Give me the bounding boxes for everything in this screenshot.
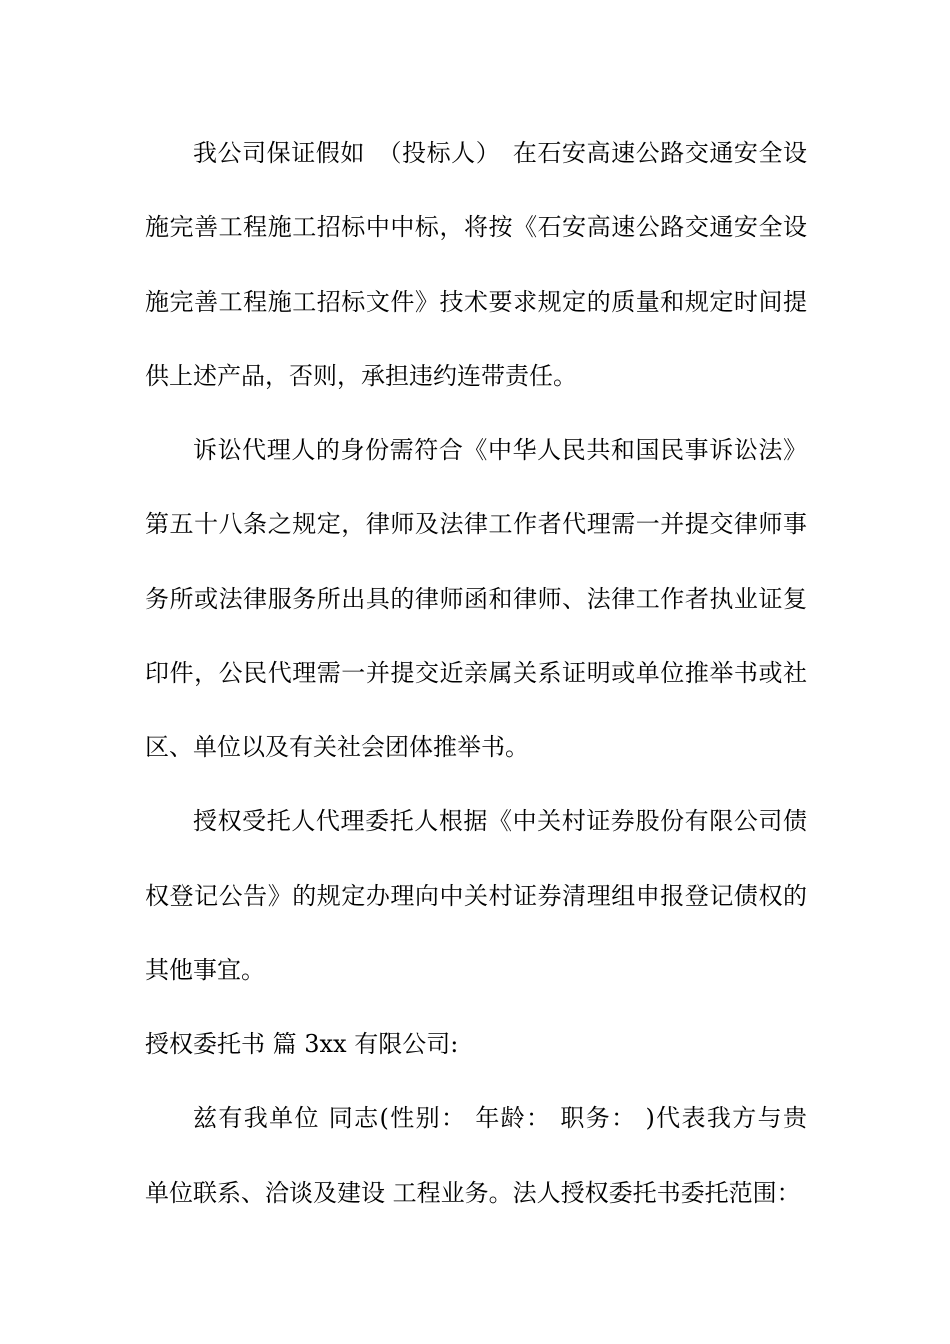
heading-line: 授权委托书 篇 3xx 有限公司: [145,1030,459,1058]
text-line: 供上述产品，否则，承担违约连带责任。 [145,362,577,390]
text-line: 务所或法律服务所出具的律师函和律师、法律工作者执业证复 [145,585,807,613]
text-line: 其他事宜。 [145,956,265,984]
text-line: 第五十八条之规定，律师及法律工作者代理需一并提交律师事 [145,510,807,538]
text-line: 我公司保证假如 （投标人） 在石安高速公路交通安全设 [193,139,807,167]
text-line: 诉讼代理人的身份需符合《中华人民共和国民事诉讼法》 [193,436,807,464]
text-line: 印件，公民代理需一并提交近亲属关系证明或单位推举书或社 [145,659,807,687]
text-line: 区、单位以及有关社会团体推举书。 [145,733,529,761]
text-line: 施完善工程施工招标中中标，将按《石安高速公路交通安全设 [145,213,807,241]
text-line: 兹有我单位 同志(性别： 年龄： 职务： )代表我方与贵 [193,1104,807,1132]
text-line: 授权受托人代理委托人根据《中关村证券股份有限公司债 [193,807,807,835]
text-line: 权登记公告》的规定办理向中关村证券清理组申报登记债权的 [145,882,807,910]
text-line: 施完善工程施工招标文件》技术要求规定的质量和规定时间提 [145,288,807,316]
text-line: 单位联系、洽谈及建设 工程业务。法人授权委托书委托范围： [145,1179,801,1207]
